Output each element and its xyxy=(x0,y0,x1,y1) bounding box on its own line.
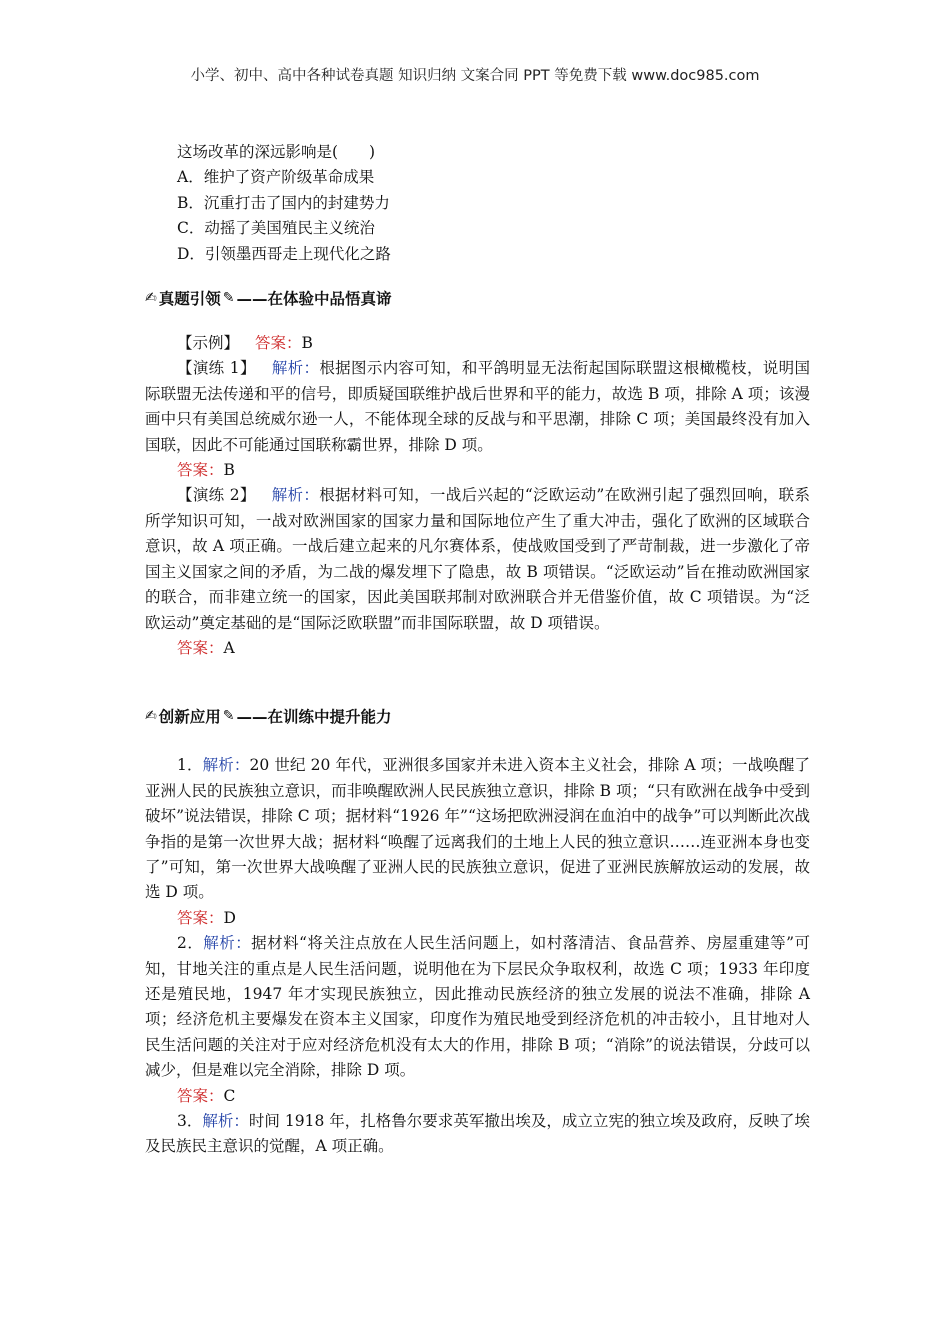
option-a: A．维护了资产阶级革命成果 xyxy=(177,168,375,187)
item-1-answer-line xyxy=(145,906,810,931)
item-1-answer: D xyxy=(223,908,236,927)
section-subtitle: ——在体验中品悟真谛 xyxy=(236,290,392,309)
question-block xyxy=(145,140,810,267)
item-number: 2． xyxy=(177,934,204,953)
item-2-answer: C xyxy=(223,1086,236,1105)
analysis-label: 解析： xyxy=(203,934,252,953)
pencil-icon: ✎ xyxy=(222,290,235,307)
drill1-paragraph xyxy=(145,356,810,458)
analysis-label: 解析： xyxy=(202,1112,249,1130)
pencil-icon: ✎ xyxy=(222,708,235,725)
option-d: D．引领墨西哥走上现代化之路 xyxy=(177,244,391,263)
item-1-text: 20 世纪 20 年代，亚洲很多国家并未进入资本主义社会，排除 A 项；一战唤醒了亚洲人民的民族独立意识，而非唤醒欧洲人民民族独立意识，排除 B 项；“只有欧洲在战争中受到破坏”说法错误，排除 C 项；据材料“1926 年”“这场把欧洲浸润在血泊中的战争”可以判断此次战争指的是第一次世界大战；据材料“唤醒了远离我们的土地上人民的独立意识……连亚洲本身也变了”可知，第一次世界大战唤醒了亚洲人民的民族独立意识，促进了亚洲民族解放运动的发展，故选 D 项。 xyxy=(145,756,810,902)
drill2-answer: A xyxy=(223,638,235,657)
drill1-answer: B xyxy=(223,461,235,480)
item-number: 3． xyxy=(177,1112,203,1130)
drill1-tag: 【演练 1】 xyxy=(177,359,256,378)
page-header: 小学、初中、高中各种试卷真题 知识归纳 文案合同 PPT 等免费下载 www.doc985.com xyxy=(190,68,760,84)
example-answer: B xyxy=(301,334,313,353)
zhenti-block xyxy=(145,331,810,661)
drill2-paragraph xyxy=(145,483,810,635)
drill1-answer-line xyxy=(145,458,810,483)
drill1-text: 根据图示内容可知，和平鸽明显无法衔起国际联盟这根橄榄枝，说明国际联盟无法传递和平的信号，即质疑国联维护战后世界和平的能力，故选 B 项，排除 A 项；该漫画中只有美国总统威尔逊一人，不能体现全球的反战与和平思潮，排除 C 项；美国最终没有加入国联，因此不可能通过国联称霸世界，排除 D 项。 xyxy=(145,359,810,454)
section-heading-chuangxin xyxy=(145,705,810,727)
analysis-label: 解析： xyxy=(271,486,320,505)
item-number: 1． xyxy=(177,756,203,775)
item-2-paragraph xyxy=(145,931,810,1083)
item-3-text: 时间 1918 年，扎格鲁尔要求英军撤出埃及，成立立宪的独立埃及政府，反映了埃及民族民主意识的觉醒，A 项正确。 xyxy=(145,1112,810,1156)
document-body xyxy=(145,140,810,1160)
answer-label: 答案： xyxy=(177,461,224,480)
drill2-text: 根据材料可知，一战后兴起的“泛欧运动”在欧洲引起了强烈回响，联系所学知识可知，一战对欧洲国家的国家力量和国际地位产生了重大冲击，强化了欧洲的区域联合意识，故 A 项正确。一战后建立起来的凡尔赛体系，使战败国受到了严苛制裁，进一步激化了帝国主义国家之间的矛盾，为二战的爆发埋下了隐患，故 B 项错误。“泛欧运动”旨在推动欧洲国家的联合，而非建立统一的国家，因此美国联邦制对欧洲联合并无借鉴价值，故 C 项错误。为“泛欧运动”奠定基础的是“国际泛欧联盟”而非国际联盟，故 D 项错误。 xyxy=(145,486,810,632)
answer-label: 答案： xyxy=(177,638,224,657)
answer-label: 答案： xyxy=(177,908,224,927)
section-title: 创新应用 xyxy=(158,708,221,727)
pen-icon: ✍ xyxy=(145,290,157,307)
question-stem: 这场改革的深远影响是( ) xyxy=(177,143,376,161)
pen-icon: ✍ xyxy=(145,708,157,725)
item-1-paragraph xyxy=(145,753,810,905)
chuangxin-block xyxy=(145,753,810,1160)
drill2-answer-line xyxy=(145,636,810,661)
drill2-tag: 【演练 2】 xyxy=(177,486,256,505)
section-title: 真题引领 xyxy=(158,290,221,309)
example-tag: 【示例】 xyxy=(177,334,240,353)
section-heading-zhenti xyxy=(145,287,810,309)
answer-label: 答案： xyxy=(177,1086,224,1105)
analysis-label: 解析： xyxy=(271,359,320,378)
section-subtitle: ——在训练中提升能力 xyxy=(236,708,392,727)
analysis-label: 解析： xyxy=(202,756,250,775)
item-2-answer-line xyxy=(145,1084,810,1109)
answer-label: 答案： xyxy=(255,334,302,353)
option-b: B．沉重打击了国内的封建势力 xyxy=(177,193,390,212)
item-2-text: 据材料“将关注点放在人民生活问题上，如村落清洁、食品营养、房屋重建等”可知，甘地关注的重点是人民生活问题，说明他在为下层民众争取权利，故选 C 项；1933 年印度还是殖民地，1947 年才实现民族独立，因此推动民族经济的独立发展的说法不准确，排除 A 项；经济危机主要爆发在资本主义国家，印度作为殖民地受到经济危机的冲击较小，且甘地对人民生活问题的关注对于应对经济危机没有太大的作用，排除 B 项；“消除”的说法错误，分歧可以减少，但是难以完全消除，排除 D 项。 xyxy=(145,934,810,1080)
option-c: C．动摇了美国殖民主义统治 xyxy=(177,219,375,238)
item-3-paragraph xyxy=(145,1109,810,1160)
example-line xyxy=(145,331,810,356)
